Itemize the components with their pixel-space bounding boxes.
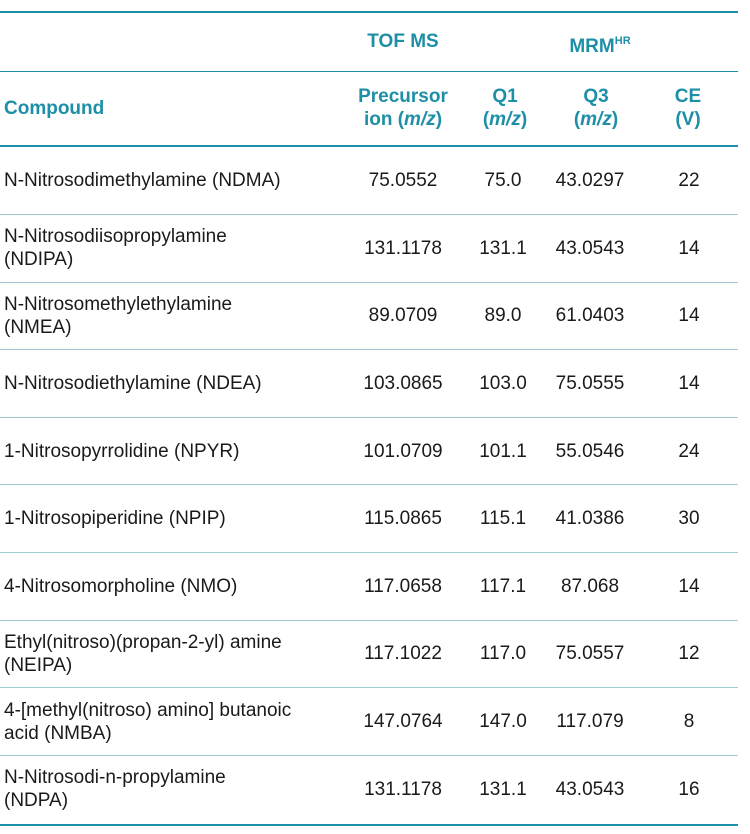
q3-cell: 55.0546 [540, 417, 640, 485]
precursor-cell: 117.0658 [340, 553, 466, 621]
compound-name: 1-Nitrosopyrrolidine (NPYR) [4, 440, 240, 462]
q1-cell: 103.0 [466, 350, 540, 418]
column-header-q3 [546, 85, 646, 131]
column-header-q1 [470, 85, 540, 131]
precursor-cell: 101.0709 [340, 417, 466, 485]
table-row [0, 688, 738, 756]
precursor-cell: 103.0865 [340, 350, 466, 418]
ce-cell: 8 [640, 688, 738, 756]
group-mrm-superscript: HR [614, 35, 631, 47]
compound-name-cell [0, 755, 340, 823]
table-row [0, 485, 738, 553]
q1-cell: 117.1 [466, 553, 540, 621]
ce-header-unit: (V) [675, 109, 701, 130]
table-row [0, 350, 738, 418]
compound-name: 4-[methyl(nitroso) amino] butanoic [4, 699, 292, 721]
precursor-cell: 117.1022 [340, 620, 466, 688]
q3-cell: 61.0403 [540, 282, 640, 350]
table-row [0, 282, 738, 350]
compound-name-cell [0, 350, 340, 418]
table-row [0, 553, 738, 621]
compound-name: N-Nitrosomethylethylamine [4, 293, 233, 315]
q1-cell: 131.1 [466, 215, 540, 283]
compound-name-line2: (NMEA) [4, 316, 72, 338]
q3-header-label: Q3 [583, 86, 609, 107]
compound-name-cell [0, 215, 340, 283]
compound-name: 1-Nitrosopiperidine (NPIP) [4, 508, 226, 530]
q1-cell: 115.1 [466, 485, 540, 553]
q3-cell: 75.0555 [540, 350, 640, 418]
table-row [0, 147, 738, 215]
precursor-cell: 115.0865 [340, 485, 466, 553]
compound-name-cell [0, 553, 340, 621]
q1-cell: 75.0 [466, 147, 540, 215]
group-tof-label: TOF MS [367, 31, 439, 52]
compound-name-line2: (NDPA) [4, 790, 69, 812]
q1-cell: 89.0 [466, 282, 540, 350]
top-rule [0, 11, 738, 13]
q3-cell: 43.0543 [555, 778, 625, 800]
ce-cell: 24 [640, 417, 738, 485]
ce-cell: 14 [640, 350, 738, 418]
compound-name-line2: (NEIPA) [4, 654, 73, 676]
q3-cell: 41.0386 [540, 485, 640, 553]
q3-cell: 117.079 [540, 688, 640, 756]
compound-name: 4-Nitrosomorpholine (NMO) [4, 575, 238, 597]
table-row [0, 620, 738, 688]
q1-cell: 101.1 [466, 417, 540, 485]
precursor-header-unit: m/z [404, 109, 436, 130]
compound-name-line2: acid (NMBA) [4, 722, 112, 744]
ce-header-label: CE [674, 86, 702, 107]
compound-name-cell [0, 417, 340, 485]
column-header-compound [4, 97, 104, 120]
compound-header-label: Compound [4, 98, 105, 119]
ce-cell: 14 [640, 553, 738, 621]
compound-name-cell [0, 485, 340, 553]
precursor-header-line2 [340, 108, 466, 131]
ce-cell: 22 [640, 147, 738, 215]
precursor-cell: 89.0709 [340, 282, 466, 350]
table-row [0, 215, 738, 283]
group-header-tof-ms [346, 30, 460, 53]
compound-name-cell [0, 147, 340, 215]
ce-cell: 30 [640, 485, 738, 553]
precursor-header-text: ion ( [363, 109, 405, 130]
q3-header-unit-line: (m/z) [573, 109, 619, 130]
ce-cell: 14 [640, 282, 738, 350]
q3-cell: 75.0557 [540, 620, 640, 688]
compound-data-table [0, 147, 738, 823]
precursor-cell: 147.0764 [340, 688, 466, 756]
q1-header-unit-line: (m/z) [482, 109, 528, 130]
q3-cell: 43.0297 [540, 147, 640, 215]
compound-name-cell [0, 688, 340, 756]
compound-name: N-Nitrosodiisopropylamine [4, 226, 227, 248]
q3-cell: 43.0543 [540, 215, 640, 283]
table-row [0, 417, 738, 485]
precursor-header-line1: Precursor [358, 86, 448, 107]
q1-cell: 131.1 [479, 778, 527, 800]
compound-name: N-Nitrosodimethylamine (NDMA) [4, 170, 281, 192]
column-header-precursor [340, 85, 466, 131]
precursor-header-close: ) [435, 109, 443, 130]
q1-header-label: Q1 [492, 86, 518, 107]
q1-header-unit: m/z [489, 109, 521, 130]
precursor-cell: 75.0552 [340, 147, 466, 215]
header-rule [0, 71, 738, 72]
ce-cell: 14 [640, 215, 738, 283]
q1-cell: 147.0 [466, 688, 540, 756]
precursor-cell: 131.1178 [340, 215, 466, 283]
group-header-mrm-hr [470, 30, 730, 58]
bottom-rule [0, 824, 738, 826]
q1-cell: 117.0 [466, 620, 540, 688]
compound-name: N-Nitrosodi-n-propylamine [4, 767, 226, 789]
group-mrm-label: MRM [569, 36, 615, 57]
column-header-ce [656, 85, 720, 131]
precursor-cell: 131.1178 [364, 778, 442, 800]
ce-cell: 16 [678, 778, 700, 800]
ce-cell: 12 [640, 620, 738, 688]
q3-cell: 87.068 [540, 553, 640, 621]
table-row [0, 755, 738, 823]
compound-name: N-Nitrosodiethylamine (NDEA) [4, 373, 262, 395]
compound-name-cell [0, 620, 340, 688]
compound-name: Ethyl(nitroso)(propan-2-yl) amine [4, 631, 282, 653]
compound-name-line2: (NDIPA) [4, 249, 74, 271]
compound-name-cell [0, 282, 340, 350]
q3-header-unit: m/z [580, 109, 612, 130]
